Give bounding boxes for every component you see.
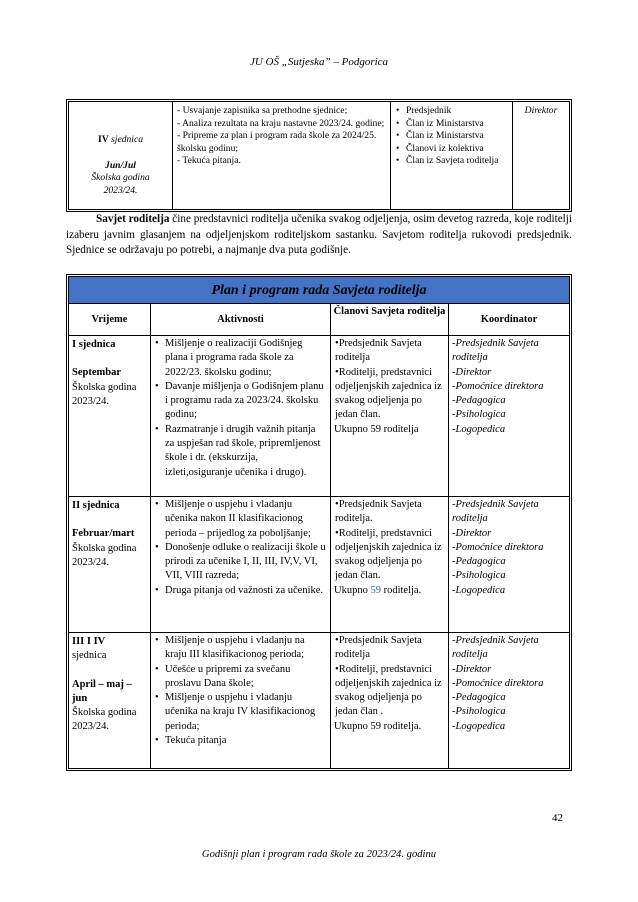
year: 2023/24. [72,721,110,733]
year: 2023/24. [72,556,110,568]
year-label: Školska godina [72,542,137,554]
table-row [69,336,569,497]
coordinator-item: -Pomoćnice direktora [452,541,544,553]
coordinator-item: -Direktor [452,663,492,675]
coordinator-item: -Pedagogica [452,556,506,568]
coordinator-cell [449,336,569,496]
activity-item: • Razmatranje i drugih važnih pitanja za uspješan rad škole, pripremljenost škole i dr. (ekskurzija, izleti,osiguranje učenika i drugo). [153,423,326,480]
plan-title-bar [69,277,569,304]
header-time: Vrijeme [69,304,151,335]
member-parents: •Roditelji, predstavnici odjeljenjskih zajednica iz svakog odjeljenja po jedan član. [335,366,442,421]
year: 2023/24. [72,395,110,407]
member-item: • Član iz Savjeta roditelja [393,155,510,168]
plan-title: Plan i program rada Savjeta roditelja [211,283,427,298]
activity-item: - Tekuća pitanja. [177,155,241,167]
members-cell [331,336,449,496]
member-parents: •Roditelji, predstavnici odjeljenjskih zajednica iz svakog odjeljenja po jedan član. [335,527,442,582]
activities-cell [151,336,331,496]
activity-item: • Donošenje odluke o realizaciji škole u prirodi za učenike I, II, III, IV,V, VI, VII, VIII razreda; [153,541,326,584]
meeting-label-2: sjednica [72,650,107,662]
meeting-label: III I IV [72,636,106,647]
meeting-label: II sjednica [72,500,120,511]
members-cell [331,497,449,632]
month-label: April – maj – jun [72,678,132,704]
meeting-period: Jun/Jul [105,159,136,171]
coordinator-cell [449,633,569,768]
member-total: Ukupno 59 roditelja. [334,584,422,596]
page-footer: Godišnji plan i program rada škole za 2023/24. godinu [201,849,437,860]
coordinator-item: -Pomoćnice direktora [452,380,544,392]
member-president: •Predsjednik Savjeta roditelja [335,635,422,661]
activity-item: - Usvajanje zapisnika sa prethodne sjednice; [177,105,348,116]
coordinator-item: -Direktor [452,527,492,539]
paragraph-text: čine predstavnici roditelja učenika svakog odjeljenja, osim devetog razreda, koje roditelji izaberu javnim glasanjem na odjeljenjskom roditeljskom sastanku. Savjetom roditelja rukovodi predsjednik. Sjednice se održavaju po potrebi, a najmanje dva puta godišnje. [66,213,572,257]
member-total: Ukupno 59 roditelja [334,423,419,435]
members-cell [331,633,449,768]
time-cell [69,497,151,632]
coordinator-cell: Direktor [524,105,558,116]
member-president: •Predsjednik Savjeta roditelja [335,338,422,364]
coordinator-item: -Logopedica [452,584,506,596]
activity-item: • Mišljenje o uspjehu i vladanju učenika na kraju IV klasifikacionog perioda; [153,691,326,734]
year-label: Školska godina [72,381,137,393]
members-cell [391,102,513,209]
time-cell [69,336,151,496]
header-members: Članovi Savjeta roditelja [331,304,449,335]
header-activities: Aktivnosti [151,304,331,335]
activity-item: • Mišljenje o uspjehu i vladanju učenika nakon II klasifikacionog perioda – prijedlog za poboljšanje; [153,498,326,541]
month-label: Septembar [72,367,121,379]
time-cell [69,633,151,768]
coordinator-item: -Pedagogica [452,395,506,407]
coordinator-item: -Pedagogica [452,692,506,704]
table-header-row [69,304,569,336]
coordinator-item: -Predsjednik Savjeta roditelja [452,499,539,525]
activity-item: • Druga pitanja od važnosti za učenike. [153,584,326,598]
coordinator-item: -Logopedica [452,423,506,435]
coordinator-item: -Pomoćnice direktora [452,677,544,689]
year: 2023/24. [103,184,138,196]
intro-paragraph [66,212,572,259]
member-item: • Članovi iz kolektiva [393,143,510,156]
page-header: JU OŠ „Sutjeska” – Podgorica [249,56,389,68]
coordinator-item: -Logopedica [452,720,506,732]
activity-item: - Analiza rezultata na kraju nastavne 2023/24. godine; [177,117,385,129]
coordinator-item: -Psihologica [452,570,506,582]
activity-item: • Tekuća pitanja [153,734,326,748]
top-meeting-table [66,99,572,212]
coordinator-cell [449,497,569,632]
member-president: •Predsjednik Savjeta roditelja. [335,499,422,525]
paragraph-bold: Savjet roditelja [96,213,170,225]
table-row [69,633,569,768]
activity-item: • Davanje mišljenja o Godišnjem planu i programu rada za 2023/24. školsku godinu; [153,380,326,423]
meeting-suffix: sjednica [111,134,144,145]
activities-cell [151,633,331,768]
member-parents: •Roditelji, predstavnici odjeljenjskih zajednica iz svakog odjeljenja po jedan član . [335,663,442,718]
activity-item: • Mišljenje o uspjehu i vladanju na kraju III klasifikacionog perioda; [153,634,326,663]
year-label: Školska godina [72,707,137,719]
member-item: • Predsjednik [393,105,510,118]
coordinator-item: -Predsjednik Savjeta roditelja [452,338,539,364]
member-item: • Član iz Ministarstva [393,118,510,131]
meeting-label: I sjednica [72,339,116,350]
plan-table [66,274,572,771]
coordinator-item: -Predsjednik Savjeta roditelja [452,635,539,661]
activities-cell [151,497,331,632]
page-number: 42 [552,812,563,824]
month-label: Februar/mart [72,528,135,540]
header-coordinator: Koordinator [480,314,538,325]
meeting-number: IV [97,134,109,145]
coordinator-item: -Direktor [452,366,492,378]
activity-item: • Mišljenje o realizaciji Godišnjeg plana i programa rada škole za 2022/23. školsku godinu; [153,337,326,380]
activity-item: • Učešće u pripremi za svečanu proslavu Dana škole; [153,663,326,692]
member-total: Ukupno 59 roditelja. [334,720,422,732]
activity-item: - Pripreme za plan i program rada škole za 2024/25. školsku godinu; [177,130,377,154]
activities-cell [173,102,391,209]
coordinator-item: -Psihologica [452,409,506,421]
table-row [69,497,569,633]
coordinator-item: -Psihologica [452,706,506,718]
meeting-cell [69,102,173,209]
year-label: Školska godina [91,172,150,184]
member-item: • Član iz Ministarstva [393,130,510,143]
